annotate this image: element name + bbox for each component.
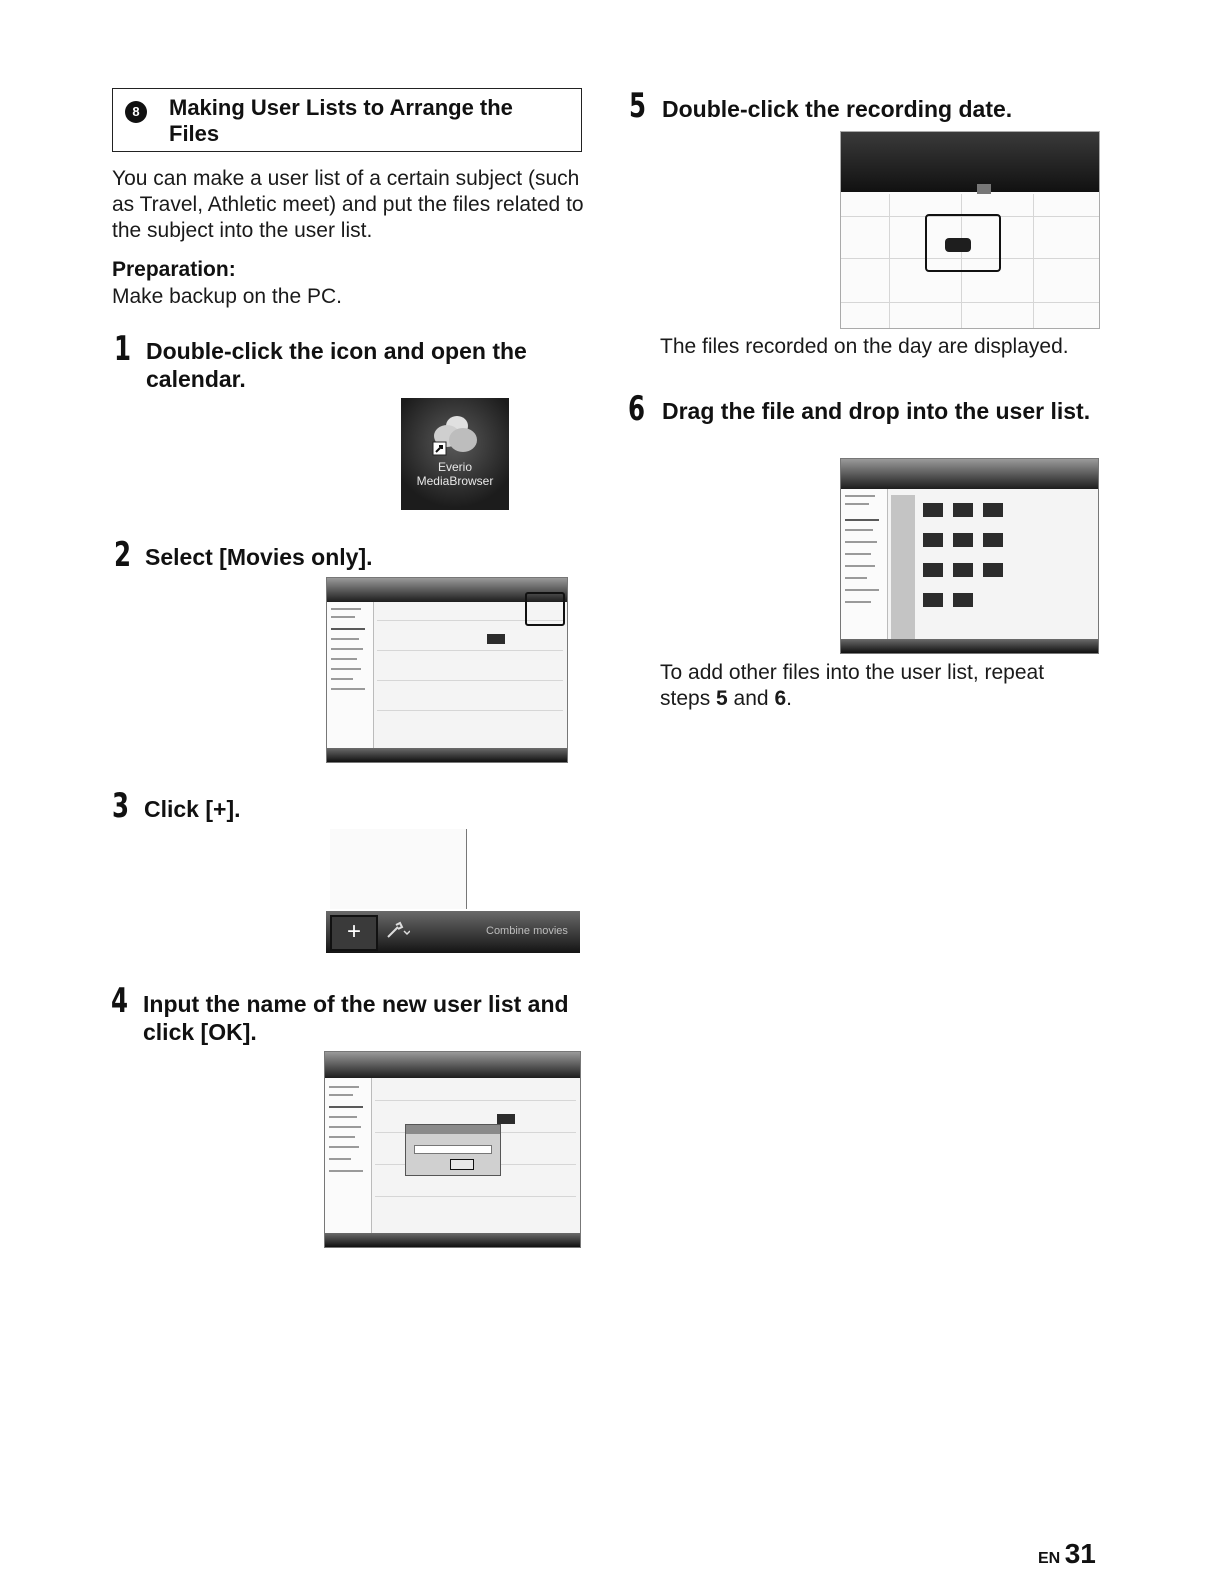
step-number: 4 (111, 981, 129, 1021)
section-header (112, 88, 582, 152)
preparation-label: Preparation: (112, 258, 236, 281)
icon-label-line2: MediaBrowser (416, 474, 494, 488)
screenshot-movies-only (326, 577, 568, 763)
step-number: 5 (629, 86, 647, 126)
step5-note: The files recorded on the day are displayed. (660, 335, 1069, 358)
step-text: Double-click the icon and open the calendar. (146, 338, 527, 392)
preparation-text: Make backup on the PC. (112, 285, 342, 308)
step-text: Drag the file and drop into the user list. (662, 398, 1091, 424)
ok-button[interactable] (450, 1159, 474, 1170)
screenshot-new-user-list (324, 1051, 581, 1248)
step6-note-middle: and (727, 687, 775, 710)
page-number: 31 (1064, 1538, 1096, 1569)
step6-note-before: To add other files into the user list, repeat steps (660, 661, 1045, 710)
icon-label-line1: Everio (437, 460, 472, 474)
step-ref-6: 6 (774, 687, 787, 710)
recording-date-cell[interactable] (925, 214, 1001, 272)
step6-note (660, 660, 1100, 712)
section-title: Making User Lists to Arrange the Files (169, 95, 513, 146)
step-text: Input the name of the new user list and click [OK]. (143, 991, 569, 1045)
step-text: Click [+]. (144, 796, 241, 822)
list-name-field[interactable] (414, 1145, 492, 1154)
step-ref-5: 5 (716, 687, 728, 710)
screenshot-plus-button (326, 829, 580, 955)
combine-movies-button[interactable]: Combine movies (486, 925, 568, 937)
cloud-shortcut-icon (431, 412, 481, 458)
step-number: 6 (628, 389, 646, 429)
screenshot-calendar (840, 131, 1100, 329)
step-text: Select [Movies only]. (145, 544, 373, 570)
step-number: 2 (114, 535, 132, 575)
screenshot-drag-drop (840, 458, 1099, 654)
page-footer (1038, 1538, 1096, 1570)
step-number: 1 (114, 329, 132, 369)
add-list-button[interactable]: + (330, 915, 378, 951)
footer-lang: EN (1038, 1550, 1061, 1567)
step6-note-after: . (786, 687, 792, 710)
intro-text: You can make a user list of a certain subject (such as Travel, Athletic meet) and put the files related to the subject into the user list. (112, 167, 584, 242)
step-text: Double-click the recording date. (662, 96, 1013, 122)
step-number: 3 (112, 786, 130, 826)
desktop-icon[interactable] (401, 398, 509, 510)
new-list-dialog (405, 1124, 501, 1176)
wrench-icon (384, 921, 410, 941)
section-marker: 8 (125, 101, 147, 123)
